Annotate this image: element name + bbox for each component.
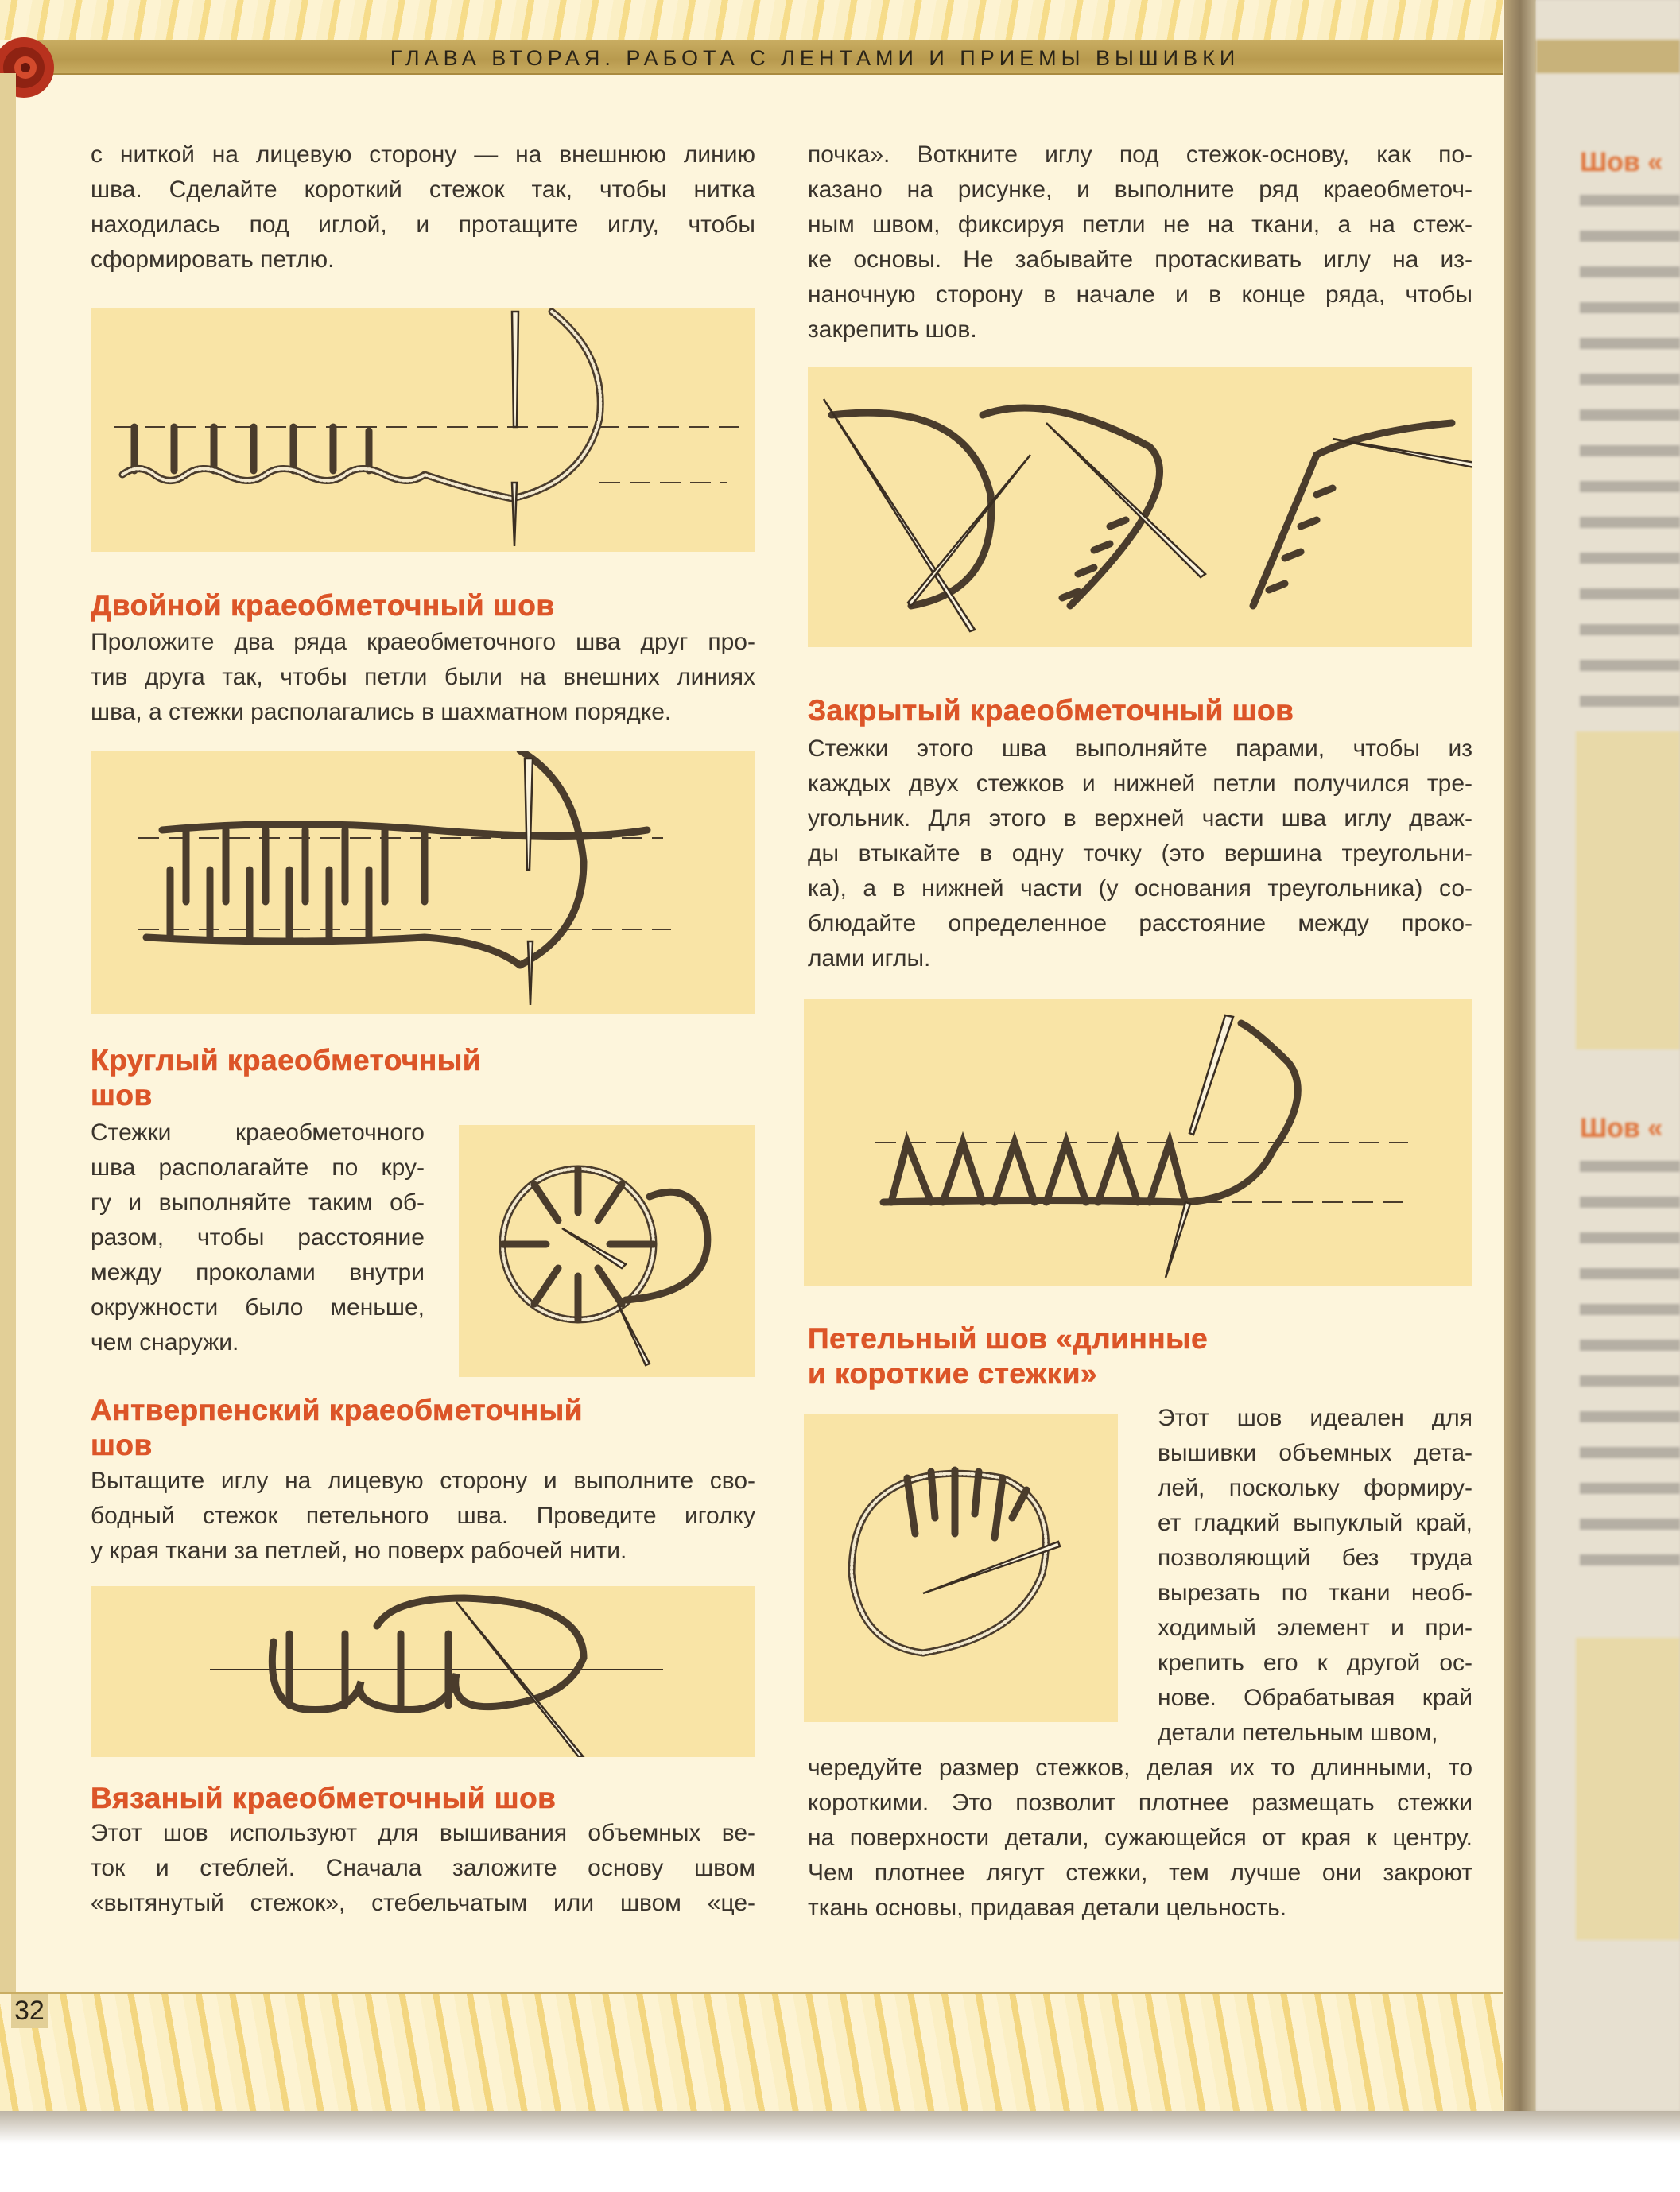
text-line: угольник. Для этого в верхней части шва иглу дваж- [808,805,1472,832]
blurred-text-line [1580,624,1680,635]
text-line: ке основы. Не забывайте протаскивать иглу на из- [808,246,1472,273]
text-line: Стежки краеобметочного [91,1119,425,1146]
blurred-text-line [1580,1161,1680,1172]
text-line: ды втыкайте в одну точку (это вершина треугольни- [808,840,1472,867]
illustration-blanket-stitch [91,308,755,552]
blurred-text-line [1580,588,1680,599]
blurred-text-line [1580,1375,1680,1387]
text-line: между проколами внутри [91,1259,425,1286]
next-page-illustration [1576,731,1680,1049]
blurred-text-line [1580,409,1680,421]
text-line: ходимый элемент и при- [1158,1615,1472,1641]
blurred-text-line [1580,1554,1680,1565]
text-line: ток и стеблей. Сначала заложите основу швом [91,1855,755,1881]
paragraph-long-short-narrow [1158,1401,1472,1751]
next-page-heading: Шов « [1580,1113,1663,1143]
heading-double-stitch: Двойной краеобметочный шов [91,589,555,622]
text-line: Чем плотнее лягут стежки, тем лучше они закроют [808,1860,1472,1886]
paragraph-closed-stitch [808,731,1472,976]
blurred-text-line [1580,231,1680,242]
text-line: с ниткой на лицевую сторону — на внешнюю линию [91,142,755,168]
text-line: наночную сторону в начале и в конце ряда, чтобы [808,281,1472,308]
paragraph-intro-left [91,138,755,277]
blurred-text-line [1580,553,1680,564]
decorative-band-bottom [0,1992,1503,2113]
text-line: нове. Обрабатывая край [1158,1685,1472,1711]
blurred-text-line [1580,696,1680,707]
heading-line: Петельный шов «длинные [808,1322,1209,1355]
next-page-heading: Шов « [1580,147,1663,177]
text-line: сформировать петлю. [91,246,335,273]
text-line: чередуйте размер стежков, делая их то длинными, то [808,1755,1472,1781]
text-line: тив друга так, чтобы петли были на внешних линиях [91,664,755,690]
paragraph-antwerp-stitch [91,1464,755,1569]
blurred-text-line [1580,1411,1680,1422]
heading-line: и короткие стежки» [808,1357,1098,1390]
illustration-knitted-stitch [808,367,1472,647]
next-page-illustration [1576,1638,1680,1940]
text-line: каждых двух стежков и нижней петли получился тре- [808,770,1472,797]
blurred-text-line [1580,1519,1680,1530]
text-line: шва. Сделайте короткий стежок так, чтобы нитка [91,177,755,203]
text-line: ет гладкий выпуклый край, [1158,1510,1472,1536]
text-line: блюдайте определенное расстояние между проко- [808,910,1472,937]
heading-line: шов [91,1429,153,1461]
blurred-text-line [1580,266,1680,277]
text-line: крепить его к другой ос- [1158,1650,1472,1676]
blurred-text-line [1580,1483,1680,1494]
blurred-text-line [1580,1447,1680,1458]
paragraph-round-stitch [91,1115,425,1360]
text-line: детали петельным швом, [1158,1720,1438,1746]
text-line: находилась под иглой, и протащите иглу, чтобы [91,211,755,238]
text-line: закрепить шов. [808,316,977,343]
illustration-long-short-stitch [804,1414,1118,1722]
text-line: чем снаружи. [91,1329,239,1356]
text-line: ткань основы, придавая детали цельность. [808,1895,1287,1921]
heading-round-stitch [91,1043,755,1113]
illustration-closed-stitch [804,999,1472,1286]
blurred-text-line [1580,1304,1680,1315]
blurred-text-line [1580,481,1680,492]
blurred-text-line [1580,302,1680,313]
text-line: Этот шов используют для вышивания объемных ве- [91,1820,755,1846]
paragraph-knitted-stitch [91,1816,755,1921]
text-line: ка), а в нижней части (у основания треугольника) со- [808,875,1472,902]
text-line: позволяющий без труда [1158,1545,1472,1571]
text-line: бодный стежок петельного шва. Проведите иголку [91,1503,755,1529]
text-line: лами иглы. [808,945,931,972]
illustration-antwerp-stitch [91,1586,755,1757]
blurred-text-line [1580,195,1680,206]
text-line: на поверхности детали, сужающейся от края к центру. [808,1825,1472,1851]
text-line: Вытащите иглу на лицевую сторону и выполните сво- [91,1468,755,1494]
heading-antwerp-stitch [91,1393,755,1463]
blurred-text-line [1580,374,1680,385]
text-line: гу и выполняйте таким об- [91,1189,425,1216]
paragraph-double-stitch [91,625,755,730]
text-line: шва, а стежки располагались в шахматном порядке. [91,699,672,725]
blurred-text-line [1580,1197,1680,1208]
text-line: лей, поскольку формиру- [1158,1475,1472,1501]
heading-long-short-stitch [808,1321,1472,1391]
text-line: разом, чтобы расстояние [91,1224,425,1251]
illustration-round-stitch [459,1125,755,1377]
book-gutter [1504,0,1536,2111]
text-line: «вытянутый стежок», стебельчатым или швом «це- [91,1890,755,1916]
page-edge [0,73,16,1997]
illustration-double-stitch [91,751,755,1014]
paragraph-long-short-wide [808,1751,1472,1926]
chapter-header-next [1536,40,1680,73]
text-line: Проложите два ряда краеобметочного шва друг про- [91,629,755,655]
text-line: вышивки объемных дета- [1158,1440,1472,1466]
book-page-right-partial [1536,0,1680,2111]
text-line: у края ткани за петлей, но поверх рабочей нити. [91,1538,627,1564]
scan-background [0,2111,1680,2192]
blurred-text-line [1580,338,1680,349]
decorative-band-top [0,0,1503,40]
blurred-text-line [1580,1268,1680,1279]
heading-line: Антверпенский краеобметочный [91,1394,583,1426]
heading-closed-stitch: Закрытый краеобметочный шов [808,694,1294,727]
paragraph-intro-right [808,138,1472,347]
page-number: 32 [11,1994,48,2028]
heading-line: шов [91,1079,153,1112]
text-line: окружности было меньше, [91,1294,425,1321]
text-line: ным швом, фиксируя петли не на ткани, а на стеж- [808,211,1472,238]
heading-knitted-stitch: Вязаный краеобметочный шов [91,1782,557,1814]
blurred-text-line [1580,517,1680,528]
chapter-title: ГЛАВА ВТОРАЯ. РАБОТА С ЛЕНТАМИ И ПРИЕМЫ ВЫШИВКИ [390,46,1240,70]
chapter-header [16,40,1503,75]
blurred-text-line [1580,445,1680,456]
blurred-text-line [1580,1232,1680,1243]
blurred-text-line [1580,1340,1680,1351]
text-line: вырезать по ткани необ- [1158,1580,1472,1606]
text-line: почка». Воткните иглу под стежок-основу, как по- [808,142,1472,168]
text-line: шва располагайте по кру- [91,1154,425,1181]
text-line: казано на рисунке, и выполните ряд краеобметоч- [808,177,1472,203]
heading-line: Круглый краеобметочный [91,1044,482,1077]
text-line: короткими. Это позволит плотнее размещать стежки [808,1790,1472,1816]
text-line: Стежки этого шва выполняйте парами, чтобы из [808,735,1472,762]
text-line: Этот шов идеален для [1158,1405,1472,1431]
blurred-text-line [1580,660,1680,671]
